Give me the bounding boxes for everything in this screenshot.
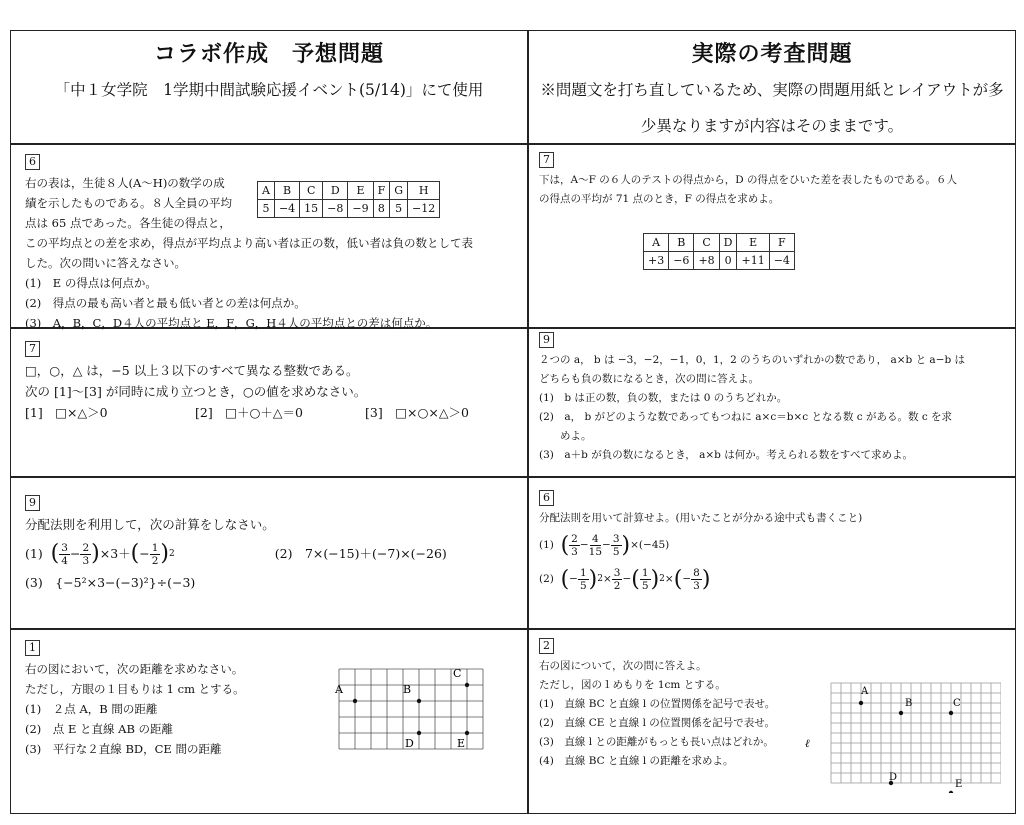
table-header-cell: D xyxy=(323,182,348,200)
diff-table xyxy=(643,233,795,270)
grid-label: D xyxy=(405,737,414,750)
sub-question: (1) 直線 BC と直線 l の位置関係を記号で表せ。 xyxy=(539,698,776,710)
grid-point xyxy=(859,701,863,705)
sub-question: (2) a， b がどのような数であってもつねに a×c＝b×c となる数 c がある。数 c を求 xyxy=(539,411,953,423)
question-text: 点は 65 点であった。各生徒の得点と， xyxy=(25,216,231,230)
grid-label: E xyxy=(457,737,466,750)
numerator: 1 xyxy=(151,541,159,554)
denominator: 5 xyxy=(579,579,587,592)
right-header-subtitle: ※問題文を打ち直しているため、実際の問題用紙とレイアウトが多少異なりますが内容はそのままです。 xyxy=(540,81,1004,135)
left-question-6 xyxy=(25,151,515,333)
question-text: 績を示したものである。８人全員の平均 xyxy=(25,196,232,210)
sub-question: (3) A，B，C，D４人の平均点と E，F，G，H４人の平均点との差は何点か。 xyxy=(25,316,438,330)
score-table xyxy=(257,181,440,218)
numerator: 2 xyxy=(82,541,90,554)
numerator: 1 xyxy=(641,566,649,579)
numerator: 3 xyxy=(61,541,68,554)
question-number: 1 xyxy=(25,640,40,656)
denominator: 3 xyxy=(82,554,90,567)
exponent: 2 xyxy=(169,549,175,559)
sub-question: (3) a＋b が負の数になるとき， a×b は何か。考えられる数をすべて求めよ。 xyxy=(539,449,914,461)
sub-question: (1) E の得点は何点か。 xyxy=(25,276,157,290)
question-text: 分配法則を用いて計算せよ。(用いたことが分かる途中式も書くこと) xyxy=(539,512,863,524)
table-cell: −12 xyxy=(408,200,440,218)
line-label: ℓ xyxy=(805,737,810,750)
table-cell: −9 xyxy=(348,200,373,218)
sub-question: (2) 点 E と直線 AB の距離 xyxy=(25,722,174,736)
numerator: 3 xyxy=(612,532,620,545)
question-number: 2 xyxy=(539,638,554,654)
table-cell: −8 xyxy=(323,200,348,218)
question-text: ただし，方眼の１目もりは 1 cm とする。 xyxy=(25,682,245,696)
denominator: 5 xyxy=(641,579,649,592)
left-question-9: 9 分配法則を利用して，次の計算をしなさい。 (1) ( $\frac{3}{4}$ − $\frac{2}{3}$ ) ×3＋ ( − $\frac{1}{2}$ ) 2 (2) 7×(−15)＋(−7)×(−26) (3) {−5²×3−(−3)²}÷(−3) xyxy=(25,491,515,594)
denominator: 3 xyxy=(693,579,700,592)
grid-label: D xyxy=(889,772,898,783)
sub-question: (3) {−5²×3−(−3)²}÷(−3) xyxy=(25,575,196,590)
left-header-title: コラボ作成 予想問題 xyxy=(153,41,384,67)
question-text: 右の図において，次の距離を求めなさい。 xyxy=(25,662,244,676)
right-question-9 xyxy=(539,331,1009,465)
condition: [2] □＋○＋△＝0 xyxy=(195,405,303,420)
question-text: 右の図について，次の問に答えよ。 xyxy=(539,660,707,672)
operator: ×(−45) xyxy=(630,538,670,551)
table-header-cell: G xyxy=(390,182,408,200)
grid-label: B xyxy=(905,698,913,709)
table-cell: −6 xyxy=(669,252,694,270)
operator: ×3＋ xyxy=(99,546,131,561)
numerator: 2 xyxy=(571,532,578,545)
left-header-subtitle: 「中１女学院 1学期中間試験応援イベント(5/14)」にて使用 xyxy=(54,81,484,99)
question-text: した。次の問いに答えなさい。 xyxy=(25,256,186,270)
question-text: 下は，A～F の６人のテストの得点から，D の得点をひいた差を表したものである。６人 xyxy=(539,174,958,186)
right-grid-figure xyxy=(801,681,1001,793)
sub-question: (4) 直線 BC と直線 l の距離を求めよ。 xyxy=(539,755,734,767)
table-cell: 5 xyxy=(390,200,408,218)
numerator: 8 xyxy=(693,566,700,579)
grid-point xyxy=(949,791,953,793)
sub-question: めよ。 xyxy=(539,430,592,442)
sub-question: (2) 直線 CE と直線 l の位置関係を記号で表せ。 xyxy=(539,717,775,729)
table-cell: +11 xyxy=(737,252,769,270)
question-text: の得点の平均が 71 点のとき，F の得点を求めよ。 xyxy=(539,193,780,205)
right-question-2 xyxy=(539,637,819,771)
condition: [1] □×△＞0 xyxy=(25,405,108,420)
table-cell: 0 xyxy=(719,252,737,270)
grid-label: C xyxy=(453,667,462,680)
grid-label: C xyxy=(953,698,961,709)
question-number: 9 xyxy=(539,332,554,348)
table-cell: −4 xyxy=(274,200,299,218)
table-header-cell: D xyxy=(719,234,737,252)
table-cell: +8 xyxy=(694,252,719,270)
sub-question: (1) ２点 A，B 間の距離 xyxy=(25,702,158,716)
question-text: 分配法則を利用して，次の計算をしなさい。 xyxy=(25,517,275,532)
sub-question-label: (1) xyxy=(25,546,43,561)
question-text: 右の表は，生徒８人(A～H)の数学の成 xyxy=(25,176,225,190)
exponent: 2 xyxy=(659,573,665,584)
sub-question: (3) 直線 l との距離がもっとも長い点はどれか。 xyxy=(539,736,774,748)
grid-label: B xyxy=(403,683,412,696)
table-header-cell: C xyxy=(694,234,719,252)
question-text: □，○，△ は，−5 以上３以下のすべて異なる整数である。 xyxy=(25,363,359,378)
denominator: 4 xyxy=(61,554,68,567)
condition: [3] □×○×△＞0 xyxy=(365,405,469,420)
grid-label: A xyxy=(861,686,869,697)
denominator: 3 xyxy=(571,545,578,558)
grid-point xyxy=(465,731,469,735)
grid-point xyxy=(899,711,903,715)
table-header-cell: F xyxy=(769,234,794,252)
numerator: 3 xyxy=(613,566,621,579)
table-header-cell: A xyxy=(258,182,275,200)
right-question-6: 6 分配法則を用いて計算せよ。(用いたことが分かる途中式も書くこと) (1) ( $\frac{2}{3}$ − $\frac{4}{15}$ − $\frac{3}{5}$ ) ×(−45) (2) ( − $\frac{1}{5}$ ) 2 × $\frac{3}{2}$ − ( $\frac{1}{5}$ ) 2 × ( − $\frac{8}{3}$ ) xyxy=(539,489,1009,596)
question-number: 6 xyxy=(539,490,554,506)
question-number: 7 xyxy=(539,152,554,168)
grid-point xyxy=(949,711,953,715)
denominator: 5 xyxy=(612,545,620,558)
table-header-cell: E xyxy=(348,182,373,200)
table-cell: −4 xyxy=(769,252,794,270)
question-text: この平均点との差を求め，得点が平均点より高い者は正の数，低い者は負の数として表 xyxy=(25,236,474,250)
table-header-cell: B xyxy=(669,234,694,252)
denominator: 15 xyxy=(588,545,603,558)
right-header-title: 実際の考査問題 xyxy=(691,41,853,67)
left-header xyxy=(11,31,527,143)
denominator: 2 xyxy=(613,579,621,592)
grid-point xyxy=(353,699,357,703)
sub-question: (3) 平行な２直線 BD，CE 間の距離 xyxy=(25,742,222,756)
question-number: 7 xyxy=(25,341,40,357)
sub-question: (2) 7×(−15)＋(−7)×(−26) xyxy=(274,546,447,561)
left-question-7 xyxy=(25,337,515,423)
question-number: 9 xyxy=(25,495,40,511)
table-cell: 5 xyxy=(258,200,275,218)
table-header-cell: A xyxy=(644,234,669,252)
table-header-cell: C xyxy=(300,182,323,200)
grid-point xyxy=(417,699,421,703)
table-cell: 15 xyxy=(300,200,323,218)
table-header-cell: E xyxy=(737,234,769,252)
question-text: どちらも負の数になるとき，次の問に答えよ。 xyxy=(539,373,760,385)
table-header-cell: H xyxy=(408,182,440,200)
question-text: ただし，図の１めもりを 1cm とする。 xyxy=(539,679,726,691)
right-header xyxy=(529,31,1015,143)
table-header-cell: F xyxy=(373,182,390,200)
numerator: 4 xyxy=(592,532,599,545)
sub-question: (2) 得点の最も高い者と最も低い者との差は何点か。 xyxy=(25,296,306,310)
sub-question-label: (1) xyxy=(539,538,554,551)
table-header-cell: B xyxy=(274,182,299,200)
left-question-1 xyxy=(25,637,325,759)
table-cell: +3 xyxy=(644,252,669,270)
comparison-sheet xyxy=(10,30,1016,814)
grid-point xyxy=(465,683,469,687)
row-divider xyxy=(11,476,1015,478)
sub-question: (1) b は正の数，負の数，または 0 のうちどれか。 xyxy=(539,392,788,404)
grid-label: E xyxy=(955,779,963,790)
question-text: 次の [1]～[3] が同時に成り立つとき，○の値を求めなさい。 xyxy=(25,384,367,399)
table-cell: 8 xyxy=(373,200,390,218)
numerator: 1 xyxy=(579,566,587,579)
column-divider xyxy=(527,31,529,813)
exponent: 2 xyxy=(597,573,603,584)
sub-question-label: (2) xyxy=(539,572,554,585)
question-number: 6 xyxy=(25,154,40,170)
question-text: ２つの a， b は −3，−2，−1，0，1，2 のうちのいずれかの数であり， a×b と a−b は xyxy=(539,354,966,366)
row-divider xyxy=(11,628,1015,630)
denominator: 2 xyxy=(151,554,159,567)
grid-point xyxy=(417,731,421,735)
left-grid-figure xyxy=(329,665,489,757)
right-question-7 xyxy=(539,151,1009,209)
grid-label: A xyxy=(335,683,343,696)
